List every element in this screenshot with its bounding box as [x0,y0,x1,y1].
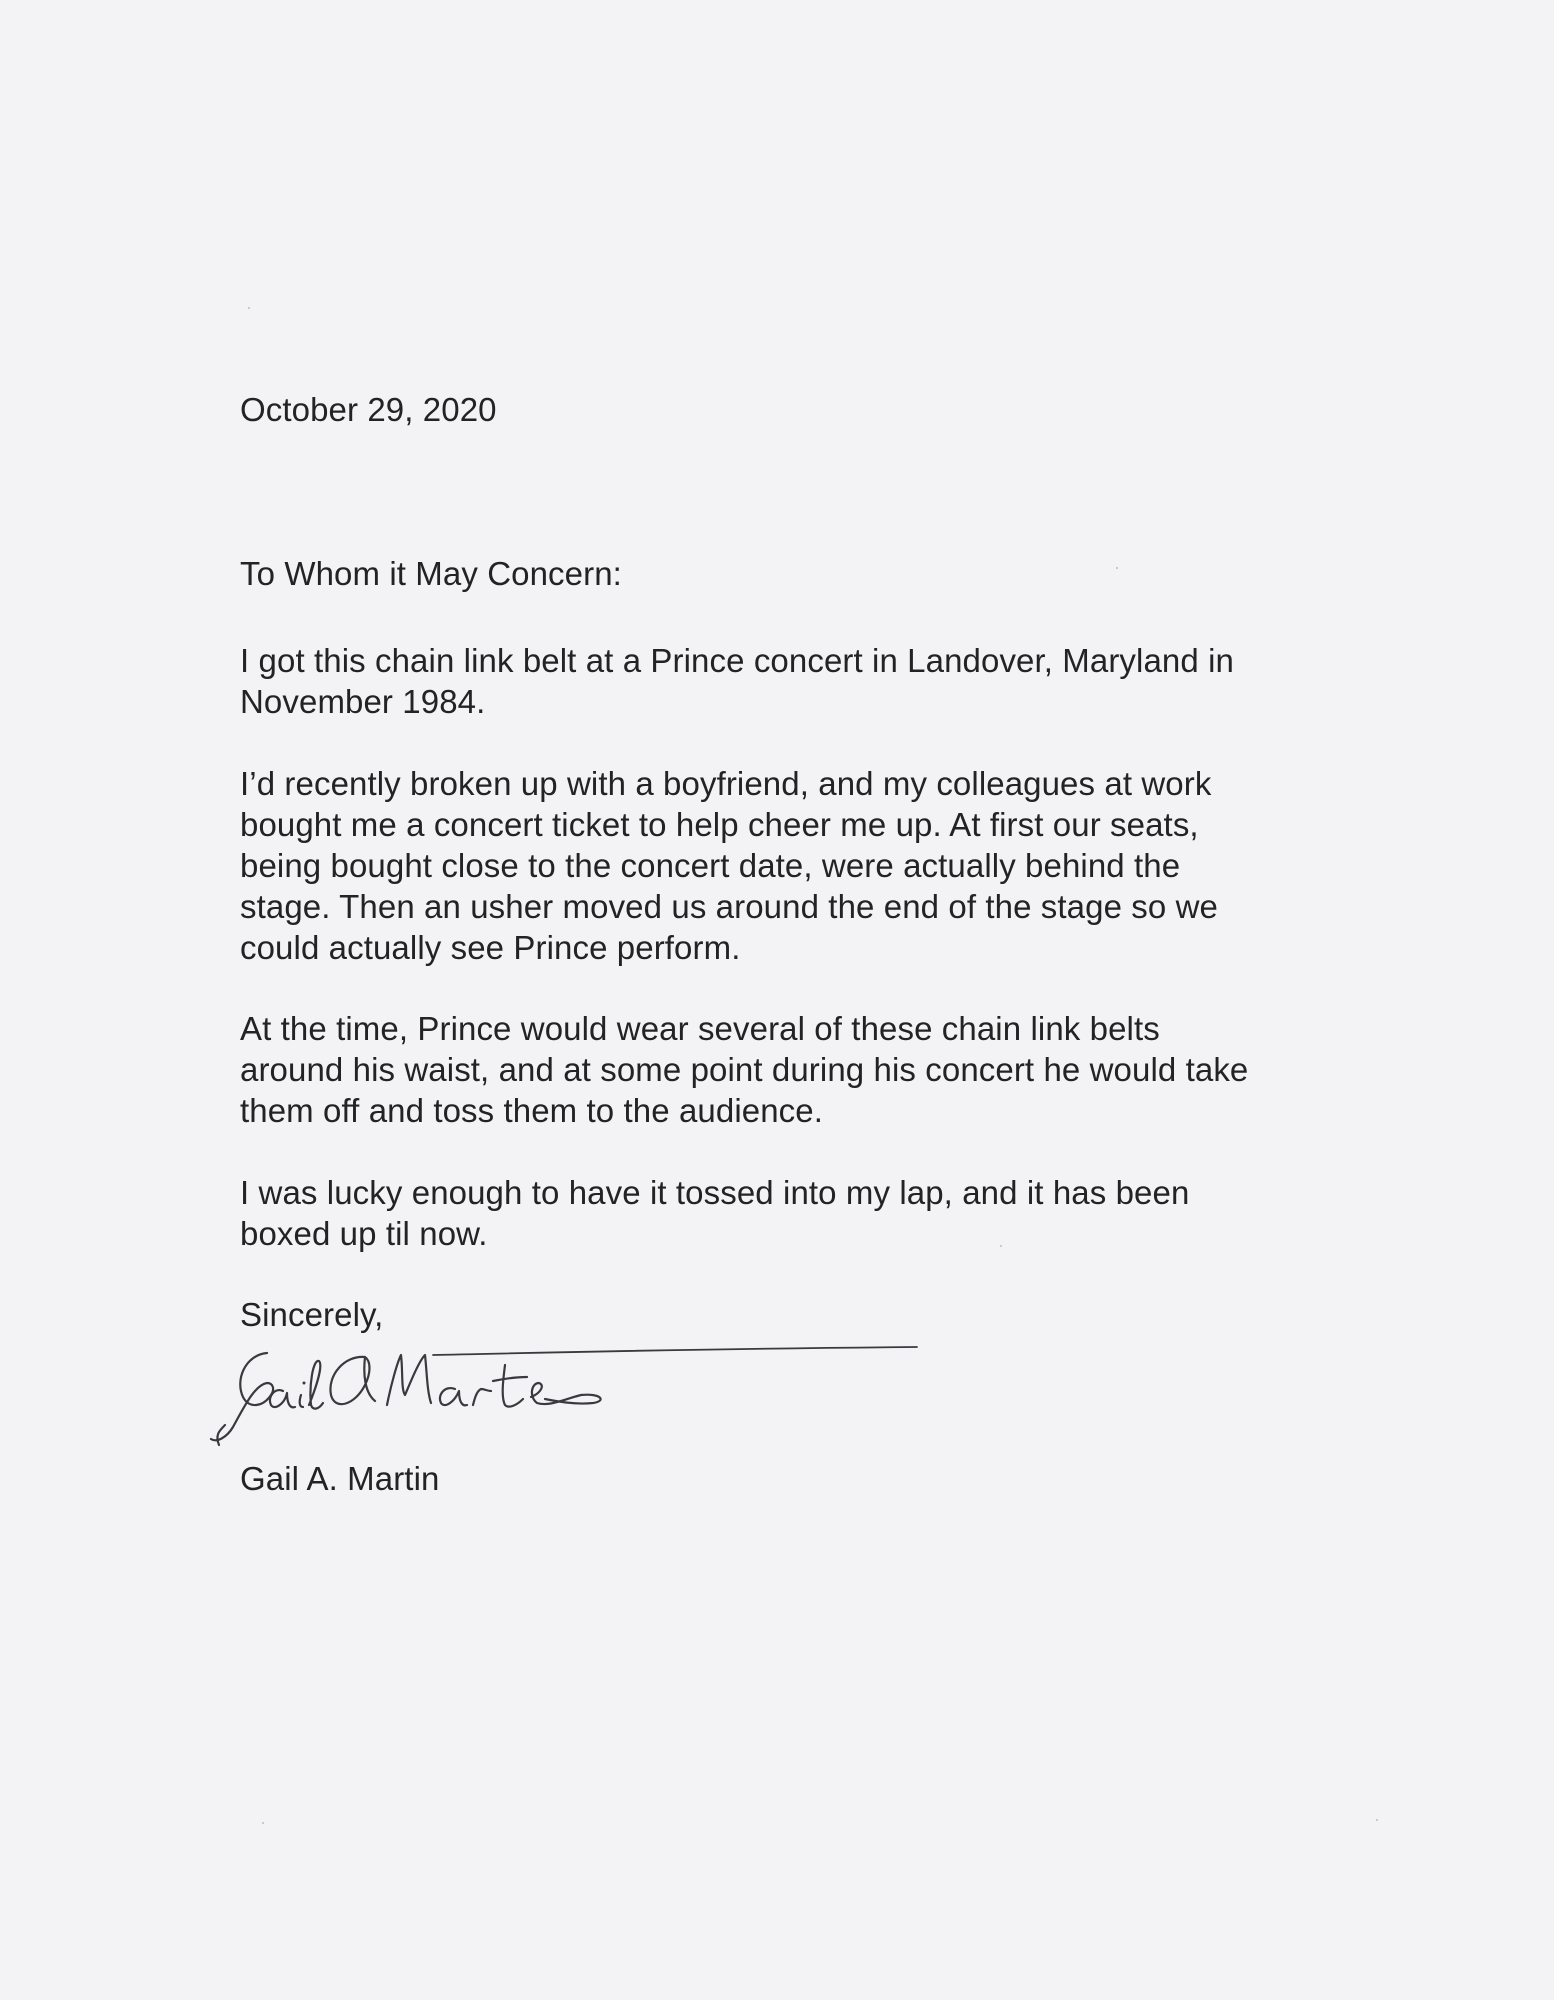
paper-speck [248,307,250,309]
letter-date: October 29, 2020 [240,391,497,428]
paper-speck [1376,1819,1378,1821]
paragraph-line: November 1984. [240,683,486,720]
letter-closing: Sincerely, [240,1296,384,1333]
paragraph-line: I was lucky enough to have it tossed into my lap, and it has been [240,1174,1190,1211]
paragraph-line: I got this chain link belt at a Prince concert in Landover, Maryland in [240,642,1234,679]
paragraph-line: around his waist, and at some point during his concert he would take [240,1051,1249,1088]
paragraph-line: could actually see Prince perform. [240,929,741,966]
paragraph-line: boxed up til now. [240,1215,488,1252]
paragraph-line: being bought close to the concert date, were actually behind the [240,847,1181,884]
paragraph-line: bought me a concert ticket to help cheer me up. At first our seats, [240,806,1199,843]
body-paragraph-4 [240,1172,1189,1254]
paper-speck [1116,567,1118,569]
paragraph-line: them off and toss them to the audience. [240,1092,823,1129]
paragraph-line: I’d recently broken up with a boyfriend, and my colleagues at work [240,765,1212,802]
paragraph-line: stage. Then an usher moved us around the end of the stage so we [240,888,1219,925]
signer-name: Gail A. Martin [240,1460,440,1497]
body-paragraph-2 [240,763,1218,968]
handwritten-signature [205,1335,925,1455]
paper-speck [262,1822,264,1824]
letter-salutation: To Whom it May Concern: [240,555,622,592]
body-paragraph-1 [240,640,1234,722]
paragraph-line: At the time, Prince would wear several of these chain link belts [240,1010,1160,1047]
body-paragraph-3 [240,1008,1248,1131]
